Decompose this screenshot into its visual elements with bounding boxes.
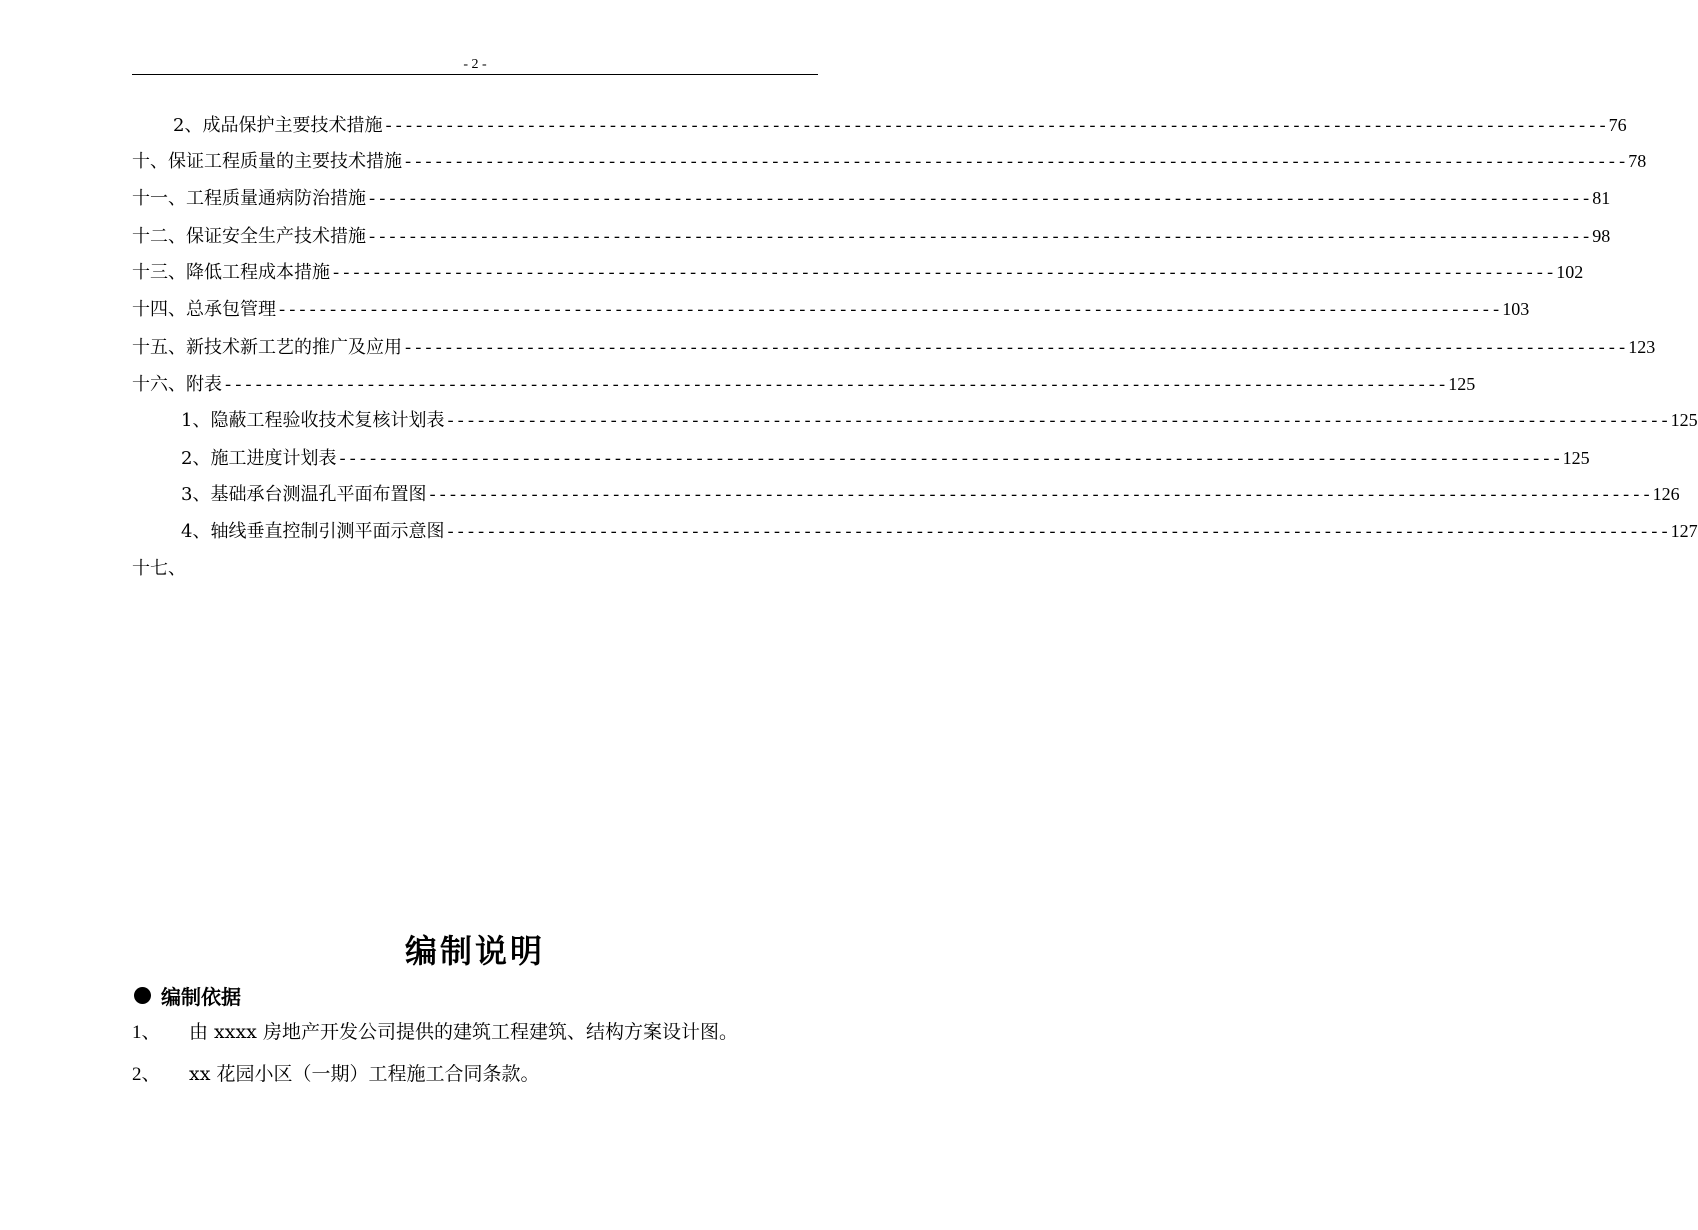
toc-entry[interactable] — [181, 482, 1680, 506]
toc-entry-title: 保证安全生产技术措施 — [186, 226, 366, 247]
toc-entry-number: 十三、 — [132, 262, 186, 283]
bullet-icon — [134, 987, 151, 1004]
toc-leader: ------------------------------------------------------------------------------------------------------------------------ — [223, 377, 1448, 396]
toc-entry-number: 十五、 — [132, 337, 186, 358]
toc-entry[interactable] — [132, 149, 1647, 173]
toc-entry-page: 102 — [1556, 262, 1584, 282]
toc-entry[interactable] — [132, 372, 1476, 396]
toc-entry-title: 工程质量通病防治措施 — [186, 188, 366, 209]
toc-entry-number: 2、 — [173, 115, 203, 136]
toc-entry[interactable] — [181, 408, 1698, 432]
toc-leader: ------------------------------------------------------------------------------------------------------------------------ — [445, 524, 1670, 543]
basis-item — [132, 1061, 539, 1088]
toc-entry-number: 4、 — [181, 521, 211, 542]
toc-entry-number: 2、 — [181, 448, 211, 469]
toc-entry-number: 十六、 — [132, 374, 186, 395]
toc-entry-page: 123 — [1628, 337, 1656, 357]
toc-entry-title: 新技术新工艺的推广及应用 — [186, 337, 402, 358]
toc-entry-title: 保证工程质量的主要技术措施 — [168, 151, 402, 172]
toc-entry[interactable] — [132, 224, 1611, 248]
toc-entry-number: 1、 — [181, 410, 211, 431]
section-title: 编制说明 — [404, 932, 545, 970]
toc-entry-title: 隐蔽工程验收技术复核计划表 — [210, 410, 445, 431]
toc-leader: ------------------------------------------------------------------------------------------------------------------------ — [367, 229, 1592, 248]
toc-entry-page: 81 — [1592, 188, 1611, 208]
toc-entry-page: 76 — [1608, 115, 1627, 135]
header-rule — [132, 74, 818, 75]
basis-heading — [134, 981, 241, 1010]
toc-entry-title: 成品保护主要技术措施 — [202, 115, 383, 136]
toc-entry-number: 3、 — [181, 484, 211, 505]
toc-entry-title: 降低工程成本措施 — [186, 262, 330, 283]
toc-entry-number: 十二、 — [132, 226, 186, 247]
toc-entry-title: 轴线垂直控制引测平面示意图 — [210, 521, 445, 542]
toc-leader: ------------------------------------------------------------------------------------------------------------------------ — [367, 191, 1592, 210]
toc-leader: ------------------------------------------------------------------------------------------------------------------------ — [337, 451, 1562, 470]
toc-entry[interactable] — [181, 446, 1590, 470]
basis-item-text: 由 xxxx 房地产开发公司提供的建筑工程建筑、结构方案设计图。 — [189, 1021, 738, 1043]
toc-entry-title: 施工进度计划表 — [210, 448, 337, 469]
basis-item — [132, 1019, 738, 1046]
toc-leader: ------------------------------------------------------------------------------------------------------------------------ — [403, 340, 1628, 359]
toc-leader: ------------------------------------------------------------------------------------------------------------------------ — [277, 302, 1502, 321]
toc-entry-page: 98 — [1592, 226, 1611, 246]
toc-entry-title: 基础承台测温孔平面布置图 — [210, 484, 427, 505]
basis-item-number: 1、 — [132, 1022, 161, 1043]
toc-leader: ------------------------------------------------------------------------------------------------------------------------ — [403, 154, 1628, 173]
toc-entry[interactable] — [132, 186, 1611, 210]
toc-entry-number: 十一、 — [132, 188, 186, 209]
basis-heading-text: 编制依据 — [161, 985, 241, 1009]
toc-leader: ------------------------------------------------------------------------------------------------------------------------ — [383, 118, 1608, 137]
toc-entry-page: 127 — [1670, 521, 1698, 541]
toc-entry-number: 十、 — [132, 151, 168, 172]
toc-entry-number: 十四、 — [132, 299, 186, 320]
toc-entry-number: 十七、 — [132, 558, 186, 579]
toc-entry-title: 总承包管理 — [186, 299, 276, 320]
toc-entry[interactable] — [132, 557, 332, 581]
toc-entry-page: 125 — [1670, 410, 1698, 430]
toc-entry[interactable] — [132, 297, 1530, 321]
toc-leader: ------------------------------------------------------------------------------------------------------------------------ — [427, 487, 1652, 506]
toc-leader: ------------------------------------------------------------------------------------------------------------------------ — [331, 265, 1556, 284]
toc-entry[interactable] — [132, 260, 1584, 284]
toc-entry-page: 103 — [1502, 299, 1530, 319]
toc-entry-title: 附表 — [186, 374, 222, 395]
toc-entry-page: 125 — [1448, 374, 1476, 394]
basis-item-text: xx 花园小区（一期）工程施工合同条款。 — [189, 1063, 540, 1085]
basis-item-number: 2、 — [132, 1064, 161, 1085]
toc-entry[interactable] — [181, 519, 1698, 543]
toc-entry-page: 125 — [1562, 448, 1590, 468]
toc-leader: ------------------------------------------------------------------------------------------------------------------------ — [445, 413, 1670, 432]
toc-entry[interactable] — [132, 335, 1656, 359]
toc-entry-page: 78 — [1628, 151, 1647, 171]
toc-entry-page: 126 — [1652, 484, 1680, 504]
toc-entry[interactable] — [173, 113, 1627, 137]
page-number: - 2 - — [463, 57, 487, 72]
